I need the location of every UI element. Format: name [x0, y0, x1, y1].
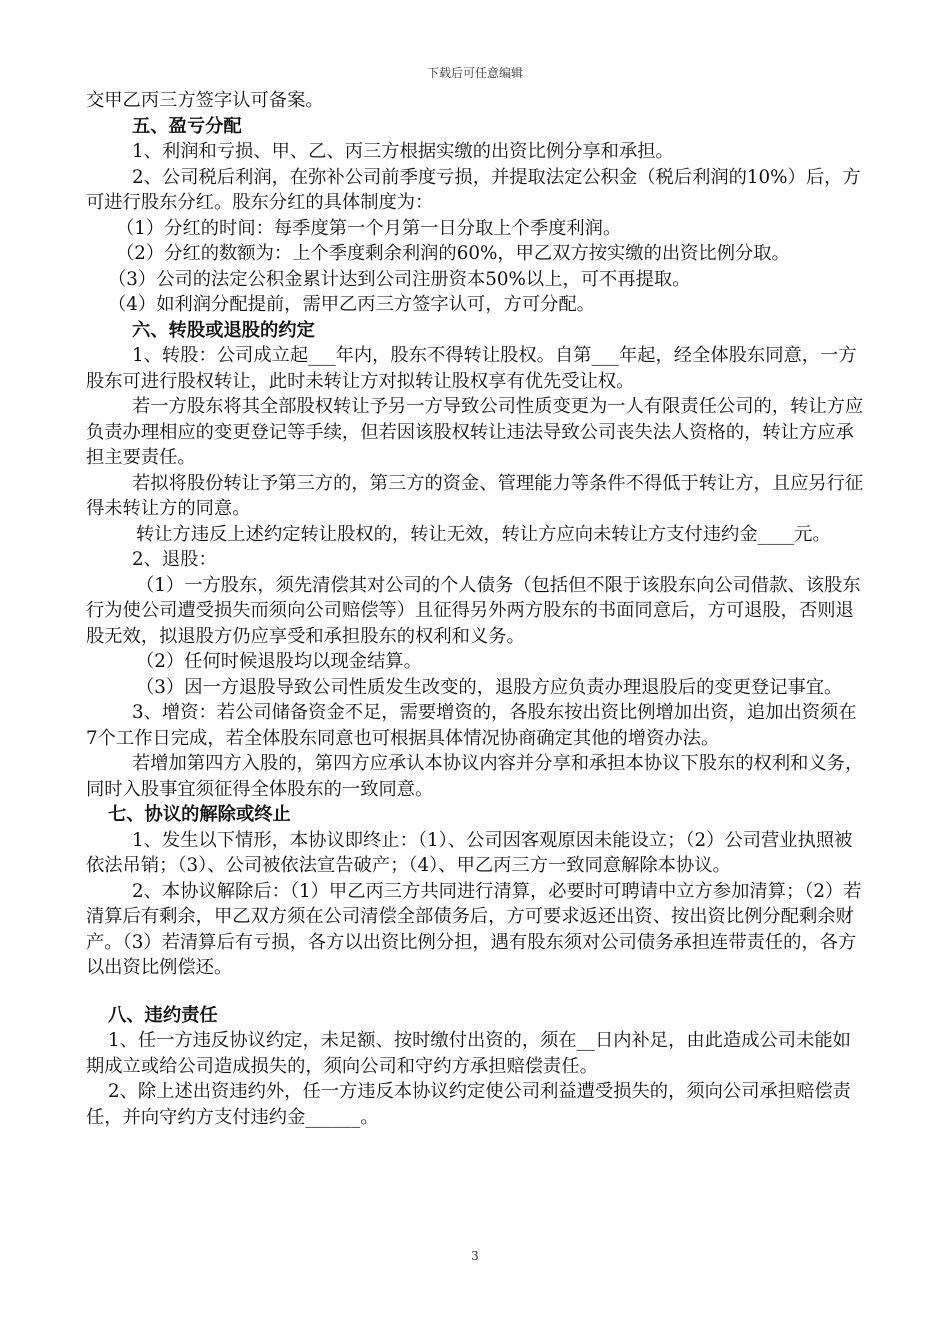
- paragraph-withdrawal-debts: （1）一方股东，须先清偿其对公司的个人债务（包括但不限于该股东向公司借款、该股东行为使公司遭受损失而须向公司赔偿等）且征得另外两方股东的书面同意后，方可退股，否则退股无效，拟退股方仍应享受和承担股东的权利和义务。: [86, 574, 861, 647]
- paragraph-other-breach: 2、除上述出资违约外，任一方违反本协议约定使公司利益遭受损失的，须向公司承担赔偿责任，并向守约方支付违约金______。: [86, 1081, 851, 1128]
- paragraph-withdrawal-title: 2、退股：: [132, 549, 217, 570]
- paragraph-fourth-party: 若增加第四方入股的，第四方应承认本协议内容并分享和承担本协议下股东的权利和义务，同时入股事宜须征得全体股东的一致同意。: [86, 753, 864, 800]
- paragraph-transfer-third-party: 若拟将股份转让予第三方的，第三方的资金、管理能力等条件不得低于转让方，且应另行征得未转让方的同意。: [86, 472, 864, 519]
- paragraph-withdrawal-registration: （3）因一方退股导致公司性质发生改变的，退股方应负责办理退股后的变更登记事宜。: [136, 676, 843, 698]
- paragraph-profit-sharing: 1、利润和亏损、甲、乙、丙三方根据实缴的出资比例分享和承担。: [132, 141, 674, 162]
- paragraph-reserve-fund: （3）公司的法定公积金累计达到公司注册资本50%以上，可不再提取。: [108, 268, 691, 290]
- paragraph-capital-default: 1、任一方违反协议约定，未足额、按时缴付出资的，须在__日内补足，由此造成公司未能如期成立或给公司造成损失的，须向公司和守约方承担赔偿责任。: [86, 1030, 851, 1077]
- section-heading-profit-loss: 五、盈亏分配: [132, 115, 242, 137]
- page-number: 3: [471, 1249, 479, 1263]
- section-heading-share-transfer: 六、转股或退股的约定: [132, 319, 315, 341]
- paragraph-spacer: [86, 981, 866, 1003]
- paragraph-dividend-time: （1）分红的时间：每季度第一个月第一日分取上个季度利润。: [116, 217, 622, 239]
- paragraph-transfer-rule: 1、转股：公司成立起___年内，股东不得转让股权。自第___年起，经全体股东同意，一方股东可进行股权转让，此时未转让方对拟转让股权享有优先受让权。: [86, 345, 857, 392]
- section-heading-termination: 七、协议的解除或终止: [108, 804, 291, 825]
- paragraph-after-tax-profit: 2、公司税后利润，在弥补公司前季度亏损，并提取法定公积金（税后利润的10%）后，方可进行股东分红。股东分红的具体制度为：: [86, 166, 861, 213]
- paragraph-withdrawal-cash: （2）任何时候退股均以现金结算。: [136, 651, 422, 672]
- section-heading-liability: 八、违约责任: [108, 1004, 218, 1026]
- page-header: 下载后可任意编辑: [426, 66, 523, 80]
- paragraph-early-distribution: （4）如利润分配提前，需甲乙丙三方签字认可，方可分配。: [108, 294, 595, 315]
- paragraph-termination-conditions: 1、发生以下情形，本协议即终止：（1）、公司因客观原因未能设立；（2）公司营业执照被依法吊销；（3）、公司被依法宣告破产；（4）、甲乙丙三方一致同意解除本协议。: [86, 829, 853, 876]
- paragraph-continuation: 交甲乙丙三方签字认可备案。: [86, 90, 324, 111]
- document-body: [86, 88, 866, 1130]
- paragraph-transfer-penalty: 转让方违反上述约定转让股权的，转让无效，转让方应向未转让方支付违约金____元。: [136, 523, 831, 545]
- paragraph-dividend-amount: （2）分红的数额为：上个季度剩余利润的60%，甲乙双方按实缴的出资比例分取。: [116, 243, 790, 264]
- paragraph-liquidation: 2、本协议解除后：（1）甲乙丙三方共同进行清算，必要时可聘请中立方参加清算；（2）若清算后有剩余，甲乙双方须在公司清偿全部债务后，方可要求返还出资、按出资比例分配剩余财产。（3）若清算后有亏损，各方以出资比例分担，遇有股东须对公司债务承担连带责任的，各方以出资比例偿还。: [86, 880, 862, 978]
- paragraph-transfer-single-shareholder: 若一方股东将其全部股权转让予另一方导致公司性质变更为一人有限责任公司的，转让方应负责办理相应的变更登记等手续，但若因该股权转让违法导致公司丧失法人资格的，转让方应承担主要责任。: [86, 396, 864, 468]
- paragraph-capital-increase: 3、增资：若公司储备资金不足，需要增资的，各股东按出资比例增加出资，追加出资须在7个工作日完成，若全体股东同意也可根据具体情况协商确定其他的增资办法。: [86, 702, 857, 749]
